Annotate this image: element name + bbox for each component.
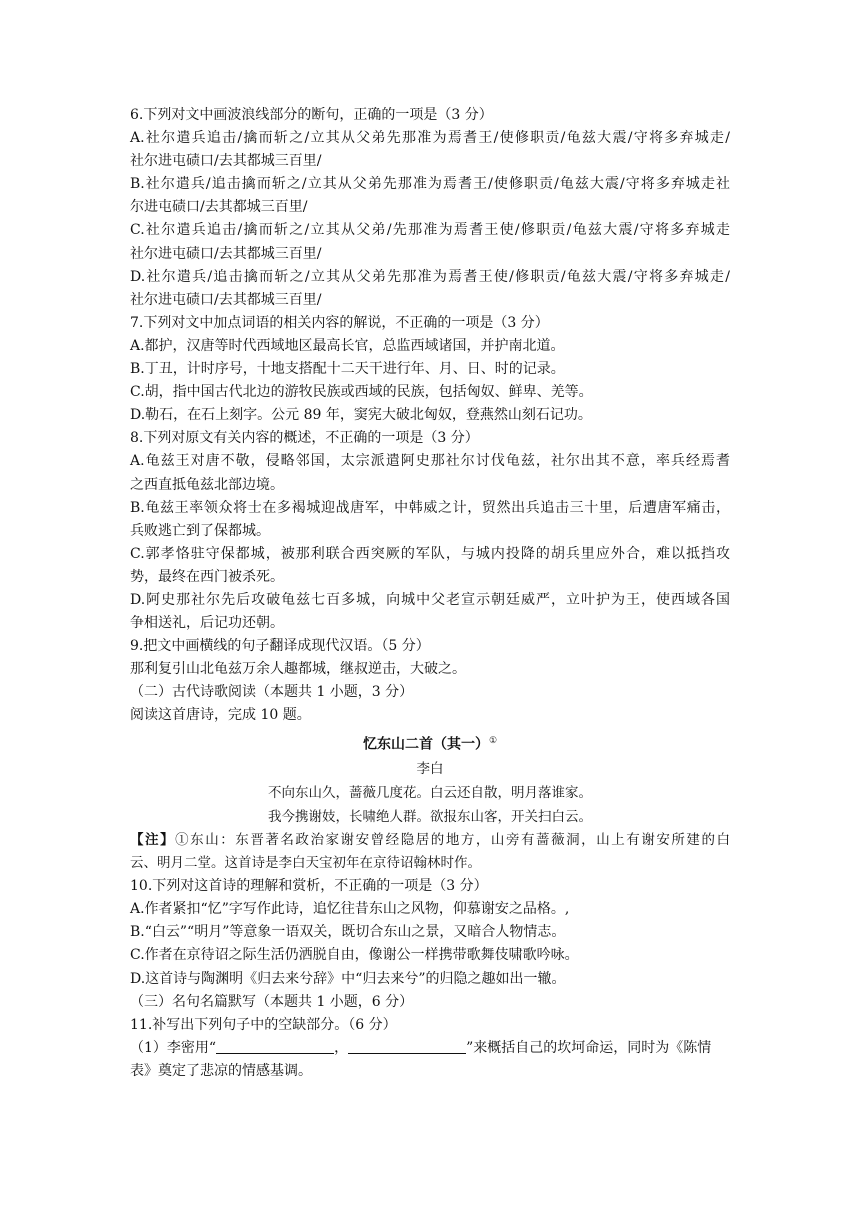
q8-option-a-line1: A.龟兹王对唐不敬，侵略邻国，太宗派遣阿史那社尔讨伐龟兹，社尔出其不意，率兵经焉耆 bbox=[130, 453, 730, 470]
q8-option-d-line2: 争相送礼，后记功还朝。 bbox=[130, 615, 284, 632]
poem-line-2: 我今携谢妓，长啸绝人群。欲报东山客，开关扫白云。 bbox=[268, 809, 592, 826]
q6-stem: 6.下列对文中画波浪线部分的断句，正确的一项是（3 分） bbox=[130, 107, 493, 123]
q8-option-c-line2: 势，最终在西门被杀死。 bbox=[130, 568, 284, 585]
q9-stem: 9.把文中画横线的句子翻译成现代汉语。（5 分） bbox=[130, 638, 430, 655]
section2-heading: （二）古代诗歌阅读（本题共 1 小题，3 分） bbox=[130, 684, 414, 701]
q11-stem: 11.补写出下列句子中的空缺部分。（6 分） bbox=[130, 1016, 397, 1033]
exam-page bbox=[130, 104, 730, 1083]
q8-option-d-line1: D.阿史那社尔先后攻破龟兹七百多城，向城中父老宣示朝廷威严，立叶护为王，使西域各国 bbox=[130, 591, 730, 608]
poem-line-1: 不向东山久，蔷薇几度花。白云还自散，明月落谁家。 bbox=[268, 785, 592, 802]
q6-option-a-line1: A.社尔遣兵追击/擒而斩之/立其从父弟先那准为焉耆王/使修职贡/龟兹大震/守将多弃城走/ bbox=[130, 130, 730, 147]
q6-option-a-line2: 社尔进屯碛口/去其都城三百里/ bbox=[130, 153, 322, 170]
section2-intro: 阅读这首唐诗，完成 10 题。 bbox=[130, 707, 311, 724]
q6-option-d-line2: 社尔进屯碛口/去其都城三百里/ bbox=[130, 291, 322, 308]
q11-blank-1[interactable] bbox=[216, 1039, 334, 1054]
q8-option-b-line1: B.龟兹王率领众将士在多褐城迎战唐军，中韩威之计，贸然出兵追击三十里，后遭唐军痛击， bbox=[130, 499, 730, 516]
q11-part1-line1 bbox=[130, 1037, 730, 1060]
q11-part1-line2: 表》奠定了悲凉的情感基调。 bbox=[130, 1062, 312, 1079]
q8-stem: 8.下列对原文有关内容的概述，不正确的一项是（3 分） bbox=[130, 430, 479, 447]
q7-option-a: A.都护，汉唐等时代西域地区最高长官，总监西域诸国，并护南北道。 bbox=[130, 337, 565, 354]
poem-note-line2: 云、明月二堂。这首诗是李白天宝初年在京待诏翰林时作。 bbox=[130, 855, 481, 872]
poem-note-text1: ①东山：东晋著名政治家谢安曾经隐居的地方，山旁有蔷薇洞，山上有谢安所建的白 bbox=[175, 832, 731, 849]
q9-sentence: 那利复引山北龟兹万余人趣都城，继叔逆击，大破之。 bbox=[130, 661, 466, 678]
poem-title-footnote-mark: ① bbox=[488, 735, 498, 746]
q7-option-b: B.丁丑，计时序号，十地支搭配十二天干进行年、月、日、时的记录。 bbox=[130, 361, 565, 378]
q8-option-a-line2: 之西直抵龟兹北部边境。 bbox=[130, 476, 284, 493]
q7-option-c: C.胡，指中国古代北边的游牧民族或西域的民族，包括匈奴、鲜卑、羌等。 bbox=[130, 384, 593, 401]
q6-option-d-line1: D.社尔遣兵/追击擒而斩之/立其从父弟先那准为焉耆王使/修职贡/龟兹大震/守将多弃城走/ bbox=[130, 268, 730, 285]
poem-note-line1 bbox=[130, 829, 730, 852]
q10-option-a: A.作者紧扣“忆”字写作此诗，追忆往昔东山之风物，仰慕谢安之品格。, bbox=[130, 901, 570, 918]
q10-stem: 10.下列对这首诗的理解和赏析，不正确的一项是（3 分） bbox=[130, 878, 488, 895]
q7-stem: 7.下列对文中加点词语的相关内容的解说，不正确的一项是（3 分） bbox=[130, 314, 549, 331]
q10-option-c: C.作者在京待诏之际生活仍洒脱自由，像谢公一样携带歌舞伎啸歌吟咏。 bbox=[130, 947, 579, 964]
q11-part1-separator: ， bbox=[334, 1039, 349, 1056]
q7-option-d: D.勒石，在石上刻字。公元 89 年，窦宪大破北匈奴，登燕然山刻石记功。 bbox=[130, 407, 592, 424]
q6-option-c-line1: C.社尔遣兵追击/擒而斩之/立其从父弟/先那准为焉耆王使/修职贡/龟兹大震/守将多弃城走 bbox=[130, 222, 730, 239]
q6-option-b-line2: 尔进屯碛口/去其都城三百里/ bbox=[130, 199, 308, 216]
q8-option-b-line2: 兵败逃亡到了保都城。 bbox=[130, 522, 270, 539]
poem-title-text: 忆东山二首（其一） bbox=[362, 736, 489, 753]
q11-part1-suffix: ”来概括自己的坎坷命运，同时为《陈情 bbox=[466, 1039, 712, 1056]
q10-option-b: B.“白云”“明月”等意象一语双关，既切合东山之景，又暗合人物情志。 bbox=[130, 924, 566, 941]
poem-author: 李白 bbox=[416, 761, 444, 778]
poem-note-tag: 【注】 bbox=[130, 832, 176, 849]
q10-option-d: D.这首诗与陶渊明《归去来兮辞》中“归去来兮”的归隐之趣如出一辙。 bbox=[130, 970, 566, 987]
section3-heading: （三）名句名篇默写（本题共 1 小题，6 分） bbox=[130, 993, 414, 1010]
q8-option-c-line1: C.郭孝恪驻守保都城，被那利联合西突厥的军队，与城内投降的胡兵里应外合，难以抵挡攻 bbox=[130, 545, 730, 562]
q6-option-c-line2: 社尔进屯碛口/去其都城三百里/ bbox=[130, 245, 322, 262]
q6-option-b-line1: B.社尔遣兵/追击擒而斩之/立其从父弟先那准为焉耆王/使修职贡/龟兹大震/守将多弃城走社 bbox=[130, 176, 730, 193]
poem-title bbox=[130, 728, 730, 758]
q11-part1-prefix: （1）李密用“ bbox=[130, 1039, 217, 1056]
q11-blank-2[interactable] bbox=[348, 1039, 466, 1054]
